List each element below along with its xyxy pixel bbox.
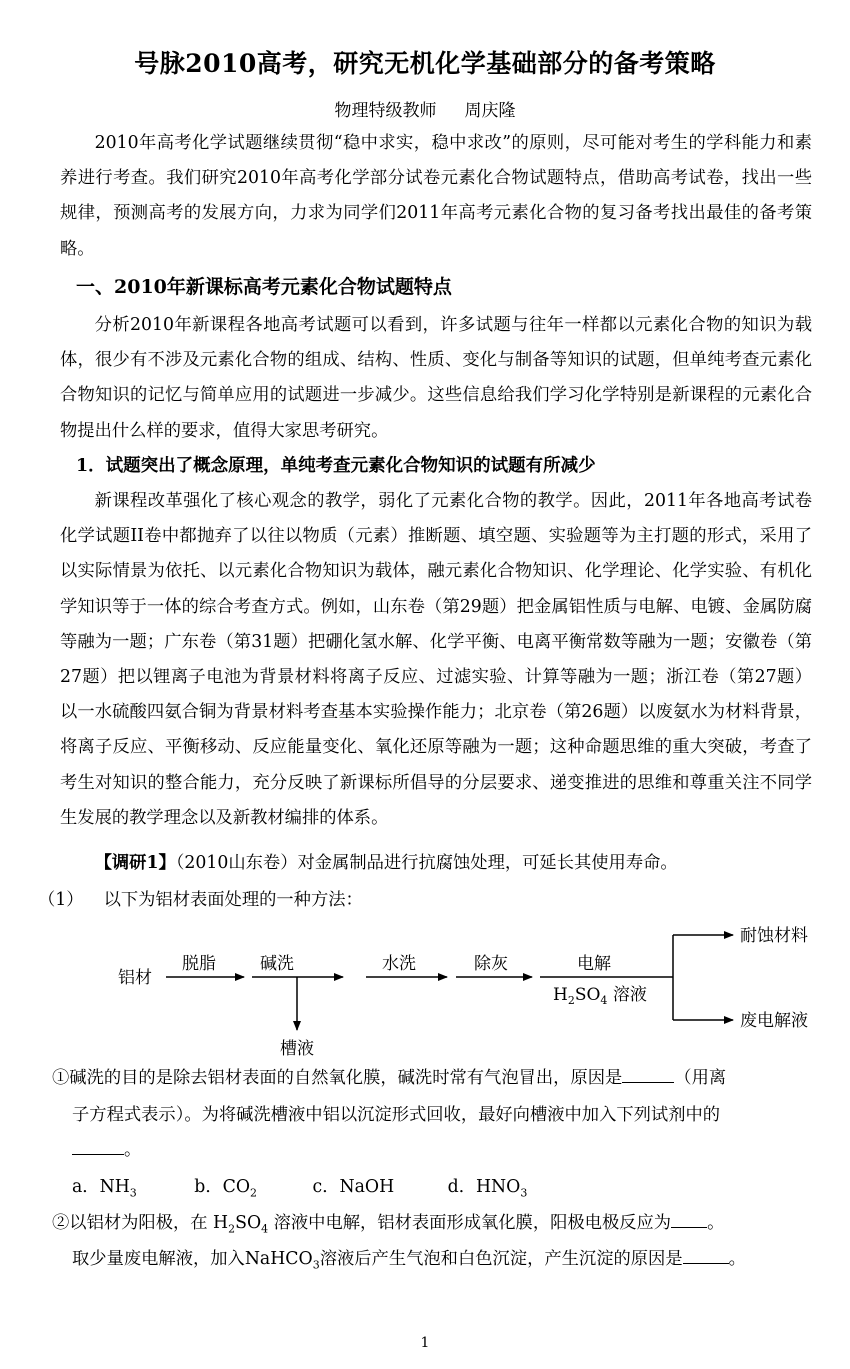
question-1 [38,885,363,910]
question-c-text-1: 取少量废电解液，加入NaHCO [72,1249,313,1269]
example-header [60,848,678,873]
question-a-text-3: 。 [124,1140,142,1160]
question-b-text-2: 溶液中电解，铝材表面形成氧化膜，阳极电极反应为 [268,1213,672,1233]
section-heading-1: 一、2010年新课标高考元素化合物试题特点 [76,276,452,298]
flow-start-label: 铝材 [118,968,152,988]
flow-output-electrolyte: 废电解液 [740,1011,808,1031]
author-line [0,96,850,121]
flow-output-product: 耐蚀材料 [740,926,808,946]
options-row [72,1172,527,1199]
flow-step-degrease: 脱脂 [182,954,216,974]
question-a-line-1 [52,1063,726,1088]
intro-paragraph: 2010年高考化学试题继续贯彻“稳中求实，稳中求改”的原则，尽可能对考生的学科能力和素养进行考查。我们研究2010年高考化学部分试卷元素化合物试题特点，借助高考试卷，找出一些规律，预测高考的发展方向，力求为同学们2011年高考元素化合物的复习备考找出最佳的备考策略。 [60,133,812,259]
answer-blank-1[interactable] [622,1068,674,1083]
subsection-1-paragraph: 新课程改革强化了核心观念的教学，弱化了元素化合物的教学。因此，2011年各地高考试卷化学试题II卷中都抛弃了以往以物质（元素）推断题、填空题、实验题等为主打题的形式，采用了以实际情景为依托、以元素化合物知识为载体，融元素化合物知识、化学理论、化学实验、有机化学知识等于一体的综合考查方式。例如，山东卷（第29题）把金属铝性质与电解、电镀、金属防腐等融为一题；广东卷（第31题）把硼化氢水解、化学平衡、电离平衡常数等融为一题；安徽卷（第27题）把以锂离子电池为背景材料将离子反应、过滤实验、计算等融为一题；浙江卷（第27题）以一水硫酸四氨合铜为背景材料考查基本实验操作能力；北京卷（第26题）以废氨水为材料背景，将离子反应、平衡移动、反应能量变化、氧化还原等融为一题；这种命题思维的重大突破，考查了考生对知识的整合能力，充分反映了新课标所倡导的分层要求、递变推进的思维和尊重关注不同学生发展的教学理念以及新教材编排的体系。 [60,491,812,828]
question-a-text-1: ①碱洗的目的是除去铝材表面的自然氧化膜，碱洗时常有气泡冒出，原因是 [52,1068,623,1088]
option-a: a．$NH_3$ [72,1177,137,1200]
section-1-paragraph: 分析2010年新课程各地高考试题可以看到，许多试题与往年一样都以元素化合物的知识为载体，很少有不涉及元素化合物的组成、结构、性质、变化与制备等知识的试题，但单纯考查元素化合物知识的记忆与简单应用的试题进一步减少。这些信息给我们学习化学特别是新课程的元素化合物提出什么样的要求，值得大家思考研究。 [60,315,812,441]
question-c-text-2: 溶液后产生气泡和白色沉淀，产生沉淀的原因是 [319,1249,683,1269]
question-a-line-3 [72,1135,141,1160]
option-d: d．$HNO_3$ [447,1177,528,1200]
flow-node-alkali-wash: 碱洗 [260,954,294,974]
question-b-text-1: ②以铝材为阳极，在 H [52,1213,229,1233]
page-number: 1 [420,1335,430,1351]
question-1-text: 以下为铝材表面处理的一种方法： [103,890,363,910]
author-role: 物理特级教师 [334,101,437,121]
flow-condition: $H_2SO_4$ 溶液 [553,985,647,1007]
answer-blank-3[interactable] [671,1213,707,1228]
example-label: 【调研1】 [94,853,176,873]
option-b: b．$CO_2$ [194,1177,258,1200]
example-text: （2010山东卷）对金属制品进行抗腐蚀处理，可延长其使用寿命。 [175,853,678,873]
answer-blank-4[interactable] [683,1249,729,1264]
author-name: 周庆隆 [464,101,516,121]
question-a-text-2: （用离 [674,1068,727,1088]
flow-step-electrolysis: 电解 [577,954,611,974]
question-a-line-2: 子方程式表示）。为将碱洗槽液中铝以沉淀形式回收，最好向槽液中加入下列试剂中的 [72,1105,721,1125]
option-c: c．NaOH [312,1177,395,1197]
flow-step-water-wash: 水洗 [382,954,416,974]
answer-blank-2[interactable] [72,1140,124,1155]
document-title: 号脉2010高考，研究无机化学基础部分的备考策略 [134,49,716,78]
question-c-line: 取少量废电解液，加入NaHCO$_3$溶液后产生气泡和白色沉淀，产生沉淀的原因是 。 [72,1249,746,1272]
question-b-line: ②以铝材为阳极，在 $H_2SO_4$ 溶液中电解，铝材表面形成氧化膜，阳极电极反应为 。 [52,1213,725,1236]
subsection-heading-1: 1．试题突出了概念原理，单纯考查元素化合物知识的试题有所减少 [76,456,596,476]
flow-waste-label: 槽液 [280,1039,314,1059]
flow-step-ash-removal: 除灰 [474,954,508,974]
question-1-number: （1） [38,890,84,910]
